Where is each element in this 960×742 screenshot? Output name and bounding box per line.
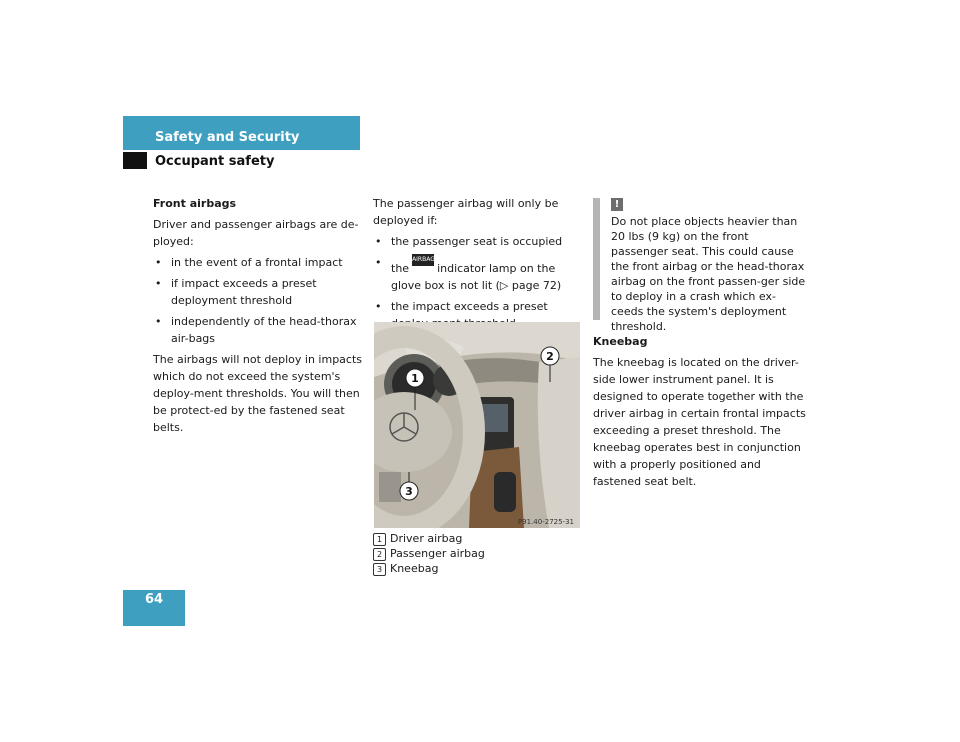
heading-front-airbags: Front airbags	[153, 197, 237, 210]
marker-2	[541, 347, 559, 365]
header-marker	[123, 152, 147, 169]
paragraph: The airbags will not deploy in impacts which do not exceed the system's deploy-ment thresholds. You will then be protect-ed by the fastened seat belts.	[153, 353, 363, 434]
svg-text:2: 2	[546, 350, 554, 363]
intro-text: Driver and passenger airbags are de-ployed:	[153, 218, 359, 248]
figure-legend	[373, 531, 485, 576]
svg-text:3: 3	[405, 485, 413, 498]
dashboard-photo	[374, 322, 580, 528]
bullet-text-post: indicator lamp on the glove box is not lit (▷ page 72)	[391, 262, 562, 292]
list-item: • the impact exceeds a preset	[373, 298, 583, 332]
warning-bar	[593, 198, 600, 320]
list-item: • the passenger seat is occupied	[373, 233, 583, 250]
legend-item: 1 Driver airbag	[373, 531, 485, 546]
airbag-off-lamp-icon: AIRBAG OFF	[412, 256, 435, 275]
warning-text: Do not place objects heavier than 20 lbs (9 kg) on the front passenger seat. This could cause the front airbag or the head-thorax airbag on the front passen-ger side to deploy in a crash which ex-ceeds the system's deployment threshold.	[611, 215, 806, 333]
warning-box	[593, 198, 808, 333]
legend-number: 1	[373, 533, 386, 546]
legend-item: 3 Kneebag	[373, 561, 485, 576]
intro-text: The passenger airbag will only be deployed if:	[373, 197, 559, 227]
column-left	[153, 195, 363, 436]
legend-number: 2	[373, 548, 386, 561]
kneebag-section	[593, 333, 808, 490]
section-title: Safety and Security	[155, 130, 300, 145]
legend-number: 3	[373, 563, 386, 576]
bullet-text-pre: the	[391, 262, 410, 275]
list-item: • independently of the head-thorax air-bags	[153, 313, 363, 347]
deploy-conditions-list	[153, 254, 363, 347]
page-number: 64	[144, 592, 164, 607]
svg-text:1: 1	[411, 372, 419, 385]
list-item: • in the event of a frontal impact	[153, 254, 363, 271]
figure-code: P91.40-2725-31	[517, 518, 574, 526]
paragraph: The kneebag is located on the driver-side lower instrument panel. It is designed to operate together with the driver airbag in certain frontal impacts exceeding a preset threshold. The kneebag operates best in conjunction with a properly positioned and fastened seat belt.	[593, 356, 806, 488]
list-item: • if impact exceeds a preset deployment threshold	[153, 275, 363, 309]
marker-3	[400, 482, 418, 500]
subsection-title: Occupant safety	[155, 154, 275, 169]
column-middle	[373, 195, 583, 336]
passenger-conditions-list	[373, 233, 583, 332]
marker-1	[406, 369, 424, 387]
warning-icon: !	[611, 198, 623, 211]
heading-kneebag: Kneebag	[593, 335, 648, 348]
list-item	[373, 254, 583, 294]
legend-item: 2 Passenger airbag	[373, 546, 485, 561]
